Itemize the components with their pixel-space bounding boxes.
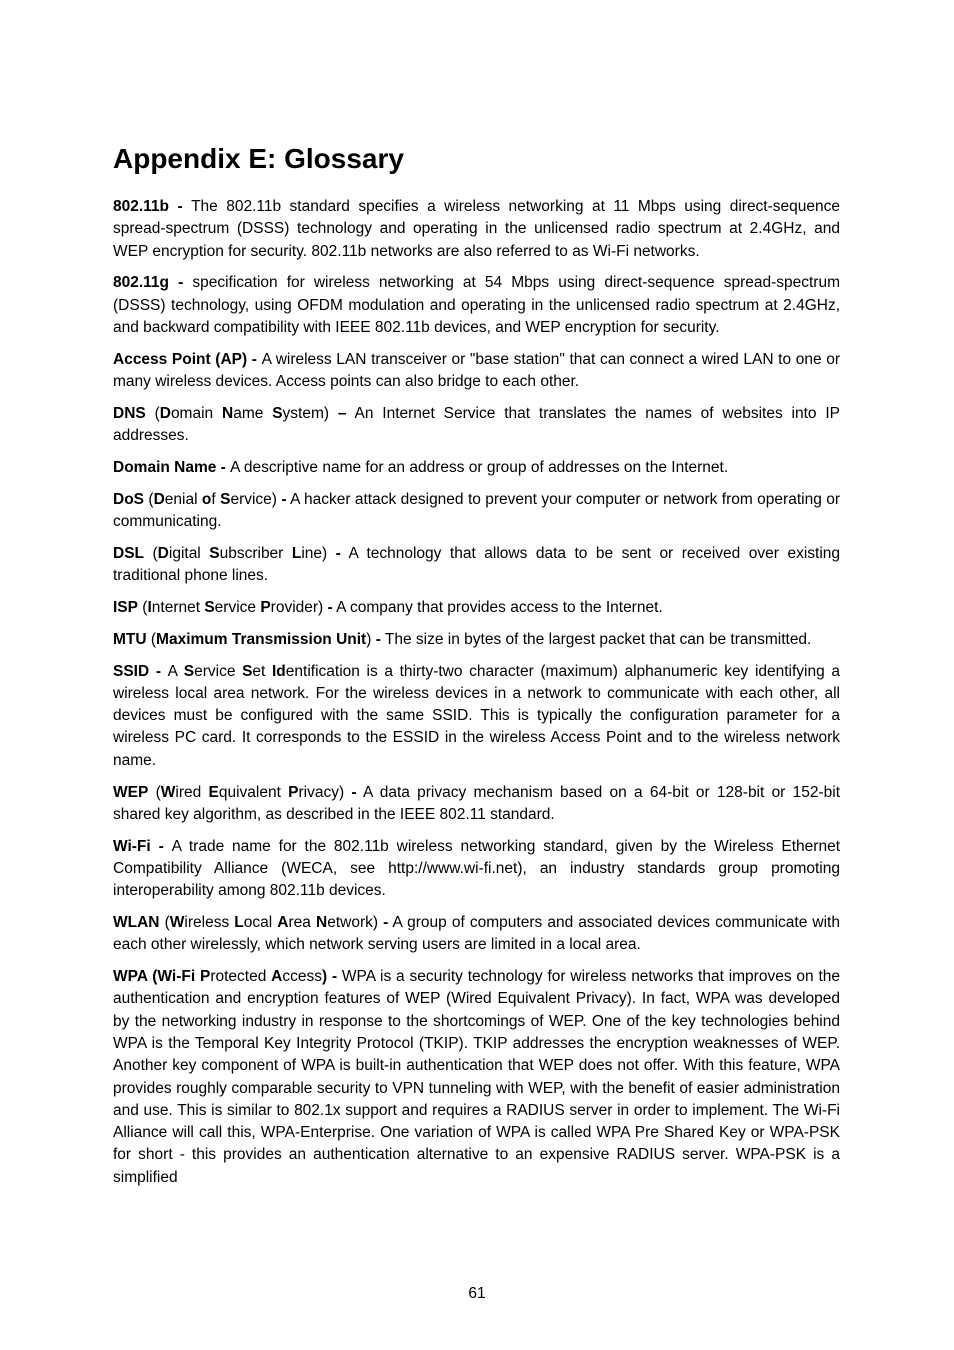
glossary-definition-text: quivalent [218,783,289,801]
glossary-term-text: - [335,544,341,562]
glossary-term-text: D [153,490,165,508]
glossary-definition-text: WPA is a security technology for wireless networks that improves on the authentication and encryption features of WEP (Wired Equivalent Privacy). In fact, WPA was developed by the networking industry in response to the shortcomings of WEP. One of the key technologies behind WPA is the Temporal Key Integrity Protocol (TKIP). TKIP addresses the encryption weaknesses of WEP. Another key component of WPA is built-in authentication that WEP does not offer. With this feature, WPA provides roughly comparable security to VPN tunneling with WEP, with the benefit of easier administration and use. This is similar to 802.1x support and requires a RADIUS server in order to implement. The Wi-Fi Alliance will call this, WPA-Enterprise. One variation of WPA is called WPA Pre Shared Key or WPA-PSK for short - this provides an authentication alternative to an expensive RADIUS server. WPA-PSK is a simplified [113,968,840,1186]
glossary-definition-text: A company that provides access to the Internet. [332,598,663,616]
glossary-term-text: S [272,404,283,422]
glossary-definition-text: ervice [214,598,261,616]
glossary-term-text: N [222,404,234,422]
page-title: Appendix E: Glossary [113,143,404,174]
glossary-term-text: - [327,598,333,616]
glossary-term-text: N [316,914,328,932]
glossary-definition-text: enial [164,490,202,508]
glossary-definition-text: f [211,490,221,508]
glossary-entry [113,489,840,534]
glossary-term-text: o [201,490,212,508]
glossary-entry [113,629,840,651]
glossary-definition-text: A descriptive name for an address or group of addresses on the Internet. [230,458,729,476]
glossary-term-text: L [234,914,244,932]
glossary-term-text: I [147,598,152,616]
glossary-definition-text: ( [145,404,160,422]
glossary-entry [113,196,840,263]
glossary-definition-text: A technology that allows data to be sent or received over existing traditional phone lines. [113,544,840,585]
glossary-definition-text: The size in bytes of the largest packet that can be transmitted. [380,630,812,648]
glossary-term-text: A [277,914,289,932]
glossary-term-text: - [281,490,287,508]
glossary-definition-text: ired [175,783,209,801]
glossary-term-text: ) - [321,968,338,986]
glossary-entry [113,597,840,619]
glossary-definition-text: igital [168,544,210,562]
glossary-definition-text: ( [137,598,148,616]
glossary-definition-text: ystem) [282,404,338,422]
glossary-term-text: - [375,630,381,648]
glossary-definition-text: entification is a thirty-two character (maximum) alphanumeric key identifying a wireless local area network. For the wireless devices in a network to communicate with each other, all devices must be configured with the same SSID. This is typically the configuration parameter for a wireless PC card. It corresponds to the ESSID in the wireless Access Point and to the wireless network name. [113,662,841,769]
glossary-term-text: WEP [113,783,149,801]
glossary-definition-text: ervice) [230,490,282,508]
glossary-entry [113,966,840,1189]
glossary-term-text: W [169,914,185,932]
glossary-definition-text: ervice [194,662,243,680]
glossary-entry [113,836,840,903]
glossary-term-text: ISP [113,598,138,616]
glossary-term-text: E [208,783,219,801]
glossary-term-text: 802.11g - [113,274,193,292]
glossary-term-text: MTU [113,630,147,648]
glossary-definition-text: ubscriber [219,544,292,562]
glossary-definition-text: A wireless LAN transceiver or "base station" that can connect a wired LAN to one or many wireless devices. Access points can also bridge to each other. [113,350,840,391]
glossary-term-text: Access Point (AP) - [113,350,262,368]
glossary-definition-text: A data privacy mechanism based on a 64-bit or 128-bit or 152-bit shared key algorithm, as described in the IEEE 802.11 standard. [113,783,840,823]
glossary-definition-text: ame [233,404,273,422]
glossary-definition-text: An Internet Service that translates the names of websites into IP addresses. [113,404,841,445]
glossary-definition-text: ine) [301,544,336,562]
glossary-term-text: S [204,598,215,616]
page-number: 61 [468,1285,486,1302]
glossary-definition-text: rovider) [270,598,328,616]
glossary-term-text: S [220,490,231,508]
glossary-term-text: - [351,783,357,801]
glossary-definition-text: A hacker attack designed to prevent your computer or network from operating or communicating. [113,490,840,531]
glossary-definition-text: nternet [151,598,205,616]
glossary-definition-text: ( [146,630,157,648]
glossary-term-text: W [160,783,176,801]
glossary-term-text: D [159,404,171,422]
glossary-term-text: S [242,662,253,680]
glossary-term-text: DSL [113,544,144,562]
glossary-definition-text: The 802.11b standard specifies a wireless networking at 11 Mbps using direct-sequence spread-spectrum (DSSS) technology and operating in the unlicensed radio spectrum at 2.4GHz, and WEP encryption for security. 802.11b networks are also referred to as Wi-Fi networks. [113,198,841,260]
glossary-definition-text: ocal [243,914,278,932]
glossary-definition-text: ccess [282,968,322,986]
glossary-term-text: D [157,544,169,562]
glossary-definition-text: rivacy) [298,783,352,801]
glossary-term-text: Id [272,662,286,680]
glossary-term-text: S [183,662,195,680]
glossary-entry [113,661,840,772]
glossary-entry [113,272,840,339]
glossary-term-text: WLAN [113,914,160,932]
glossary-definition-text: A [167,662,184,680]
glossary-page [113,140,840,1199]
glossary-definition-text: ( [159,914,170,932]
glossary-definition-text: omain [170,404,222,422]
glossary-term-text: DoS [113,490,144,508]
glossary-definition-text: ( [148,783,161,801]
glossary-entry [113,543,840,588]
glossary-entry [113,457,840,479]
glossary-definition-text: ( [144,490,154,508]
glossary-term-text: 802.11b - [113,198,192,215]
glossary-definition-text: ( [144,544,158,562]
glossary-entry [113,782,840,827]
glossary-term-text: - [383,914,389,932]
glossary-definition-text: specification for wireless networking at 54 Mbps using direct-sequence spread-spectrum (DSSS) technology, using OFDM modulation and operating in the unlicensed radio spectrum at 2.4GHz, and backward compatibility with IEEE 802.11b devices, and WEP encryption for security. [113,274,840,336]
glossary-definition-text: A group of computers and associated devices communicate with each other wirelessly, which network serving users are limited in a local area. [113,914,840,954]
glossary-definition-text: ) [366,630,376,648]
glossary-definition-text: et [252,662,272,680]
glossary-term-text: DNS [113,404,146,422]
glossary-definition-text: rea [288,914,316,932]
glossary-term-text: Maximum Transmission Unit [156,630,367,648]
glossary-definition-text: A trade name for the 802.11b wireless networking standard, given by the Wireless Ethernet Compatibility Alliance (WECA, see http://www.wi-fi.net), an industry standards group promoting interoperability among 802.11b devices. [113,837,840,900]
glossary-definition-text: ireless [184,914,235,932]
glossary-definition-text: rotected [210,968,272,986]
glossary-term-text: P [260,598,271,616]
glossary-term-text: L [291,544,302,562]
glossary-entry [113,403,840,448]
glossary-term-text: A [271,968,283,986]
glossary-entry [113,349,840,394]
glossary-entries [113,196,840,1189]
glossary-term-text: P [288,783,299,801]
glossary-term-text: WPA (Wi-Fi P [113,968,211,986]
glossary-term-text: Wi-Fi - [113,837,172,855]
glossary-term-text: S [209,544,220,562]
glossary-term-text: – [337,404,347,422]
glossary-definition-text: etwork) [327,914,384,932]
glossary-term-text: Domain Name - [113,458,231,476]
glossary-entry [113,912,840,957]
glossary-term-text: SSID - [113,662,168,680]
